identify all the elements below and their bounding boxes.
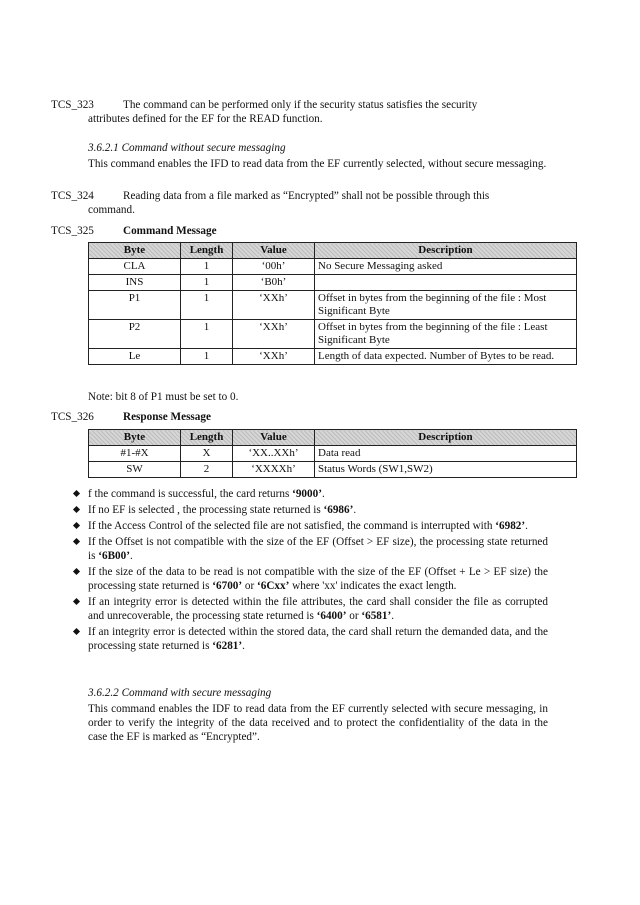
- bullet-text: If an integrity error is detected within the file attributes, the card shall consider the file as corrupted and unrecoverable, the processing state returned is: [88, 596, 548, 622]
- bullet-text: If the size of the data to be read is not compatible with the size of the EF (Offset + Le > EF size) the processing state returned is: [88, 566, 548, 592]
- status-code: ‘9000’: [292, 488, 322, 500]
- list-item: [88, 565, 548, 593]
- status-code: ‘6700’: [212, 580, 243, 592]
- cell-value: ‘B0h’: [233, 275, 315, 291]
- cell-byte: SW: [89, 462, 181, 478]
- cell-description: Length of data expected. Number of Bytes to be read.: [315, 349, 577, 365]
- diamond-bullet-icon: [73, 598, 80, 605]
- section-heading-3622: 3.6.2.2 Command with secure messaging: [88, 687, 272, 699]
- cell-description: No Secure Messaging asked: [315, 259, 577, 275]
- section-body-3621: This command enables the IFD to read data from the EF currently selected, without secure messaging.: [88, 158, 547, 170]
- cell-byte: CLA: [89, 259, 181, 275]
- table-row: [89, 349, 577, 365]
- cell-value: ‘00h’: [233, 259, 315, 275]
- header-value: Value: [233, 430, 315, 446]
- bullet-text: .: [129, 550, 133, 562]
- table-row: [89, 446, 577, 462]
- status-code: ‘6281’: [212, 640, 243, 652]
- bullet-text: If an integrity error is detected within the stored data, the card shall return the demanded data, and the processing state returned is: [88, 626, 548, 652]
- status-code: ‘6B00’: [98, 550, 130, 562]
- diamond-bullet-icon: [73, 628, 80, 635]
- requirement-text-line1: The command can be performed only if the security status satisfies the security: [123, 99, 478, 111]
- header-byte: Byte: [89, 243, 181, 259]
- cell-byte: P2: [89, 320, 181, 349]
- list-item: [88, 519, 548, 533]
- requirement-tcs-324: [51, 189, 547, 217]
- requirement-id: TCS_325: [51, 225, 94, 237]
- bullet-text: f the command is successful, the card returns: [88, 488, 293, 500]
- cell-length: 1: [181, 349, 233, 365]
- header-length: Length: [181, 430, 233, 446]
- bullet-text: where 'xx' indicates the exact length.: [289, 580, 457, 592]
- requirement-title: Response Message: [123, 411, 211, 423]
- cell-description: Offset in bytes from the beginning of the file : Least Significant Byte: [315, 320, 577, 349]
- cell-description: [315, 275, 577, 291]
- list-item: [88, 595, 548, 623]
- diamond-bullet-icon: [73, 568, 80, 575]
- status-code: ‘6982’: [495, 520, 526, 532]
- cell-length: 2: [181, 462, 233, 478]
- header-value: Value: [233, 243, 315, 259]
- bullet-text: If the Offset is not compatible with the size of the EF (Offset > EF size), the processing state returned is: [88, 536, 548, 562]
- requirement-tcs-323: [51, 98, 547, 126]
- cell-value: ‘XX..XXh’: [233, 446, 315, 462]
- cell-value: ‘XXh’: [233, 291, 315, 320]
- requirement-tcs-326: [51, 410, 547, 424]
- command-message-table: [88, 242, 577, 365]
- requirement-text-line1: Reading data from a file marked as “Encrypted” shall not be possible through this: [123, 190, 490, 202]
- section-body-3622: This command enables the IDF to read data from the EF currently selected with secure messaging, in order to verify the integrity of the data received and to protect the confidentiality of the data in the case the EF is marked as “Encrypted”.: [88, 703, 548, 743]
- cell-byte: #1-#X: [89, 446, 181, 462]
- bullet-text: .: [242, 640, 245, 652]
- diamond-bullet-icon: [73, 506, 80, 513]
- list-item: [88, 503, 548, 517]
- cell-value: ‘XXh’: [233, 349, 315, 365]
- bullet-text: .: [353, 504, 357, 516]
- table-header-row: [89, 430, 577, 446]
- cell-byte: Le: [89, 349, 181, 365]
- requirement-text-line2: command.: [88, 204, 135, 216]
- bullet-text: If the Access Control of the selected file are not satisfied, the command is interrupted with: [88, 520, 496, 532]
- cell-description: Offset in bytes from the beginning of the file : Most Significant Byte: [315, 291, 577, 320]
- requirement-text-line2: attributes defined for the EF for the READ function.: [88, 113, 323, 125]
- cell-byte: P1: [89, 291, 181, 320]
- diamond-bullet-icon: [73, 522, 80, 529]
- cell-length: X: [181, 446, 233, 462]
- bullet-text: .: [321, 488, 325, 500]
- cell-length: 1: [181, 275, 233, 291]
- bullet-text: .: [525, 520, 528, 532]
- requirement-id: TCS_324: [51, 190, 94, 202]
- requirement-tcs-325: [51, 224, 547, 238]
- header-description: Description: [315, 243, 577, 259]
- status-code: ‘6Cxx’: [257, 580, 290, 592]
- list-item: [88, 625, 548, 653]
- cell-description: Status Words (SW1,SW2): [315, 462, 577, 478]
- table-row: [89, 259, 577, 275]
- table-header-row: [89, 243, 577, 259]
- note-text: Note: bit 8 of P1 must be set to 0.: [88, 391, 239, 403]
- cell-length: 1: [181, 291, 233, 320]
- header-description: Description: [315, 430, 577, 446]
- status-bullet-list: [88, 487, 548, 655]
- bullet-text: or: [346, 610, 362, 622]
- requirement-id: TCS_323: [51, 99, 94, 111]
- requirement-id: TCS_326: [51, 411, 94, 423]
- cell-description: Data read: [315, 446, 577, 462]
- bullet-text: or: [242, 580, 258, 592]
- list-item: [88, 535, 548, 563]
- status-code: ‘6986’: [323, 504, 354, 516]
- cell-length: 1: [181, 320, 233, 349]
- cell-length: 1: [181, 259, 233, 275]
- table-row: [89, 275, 577, 291]
- table-row: [89, 320, 577, 349]
- diamond-bullet-icon: [73, 490, 80, 497]
- table-row: [89, 291, 577, 320]
- header-byte: Byte: [89, 430, 181, 446]
- requirement-title: Command Message: [123, 225, 217, 237]
- cell-byte: INS: [89, 275, 181, 291]
- status-code: ‘6400’: [316, 610, 347, 622]
- section-heading-3621: 3.6.2.1 Command without secure messaging: [88, 142, 286, 154]
- status-code: ‘6581’: [361, 610, 392, 622]
- table-row: [89, 462, 577, 478]
- cell-value: ‘XXh’: [233, 320, 315, 349]
- bullet-text: .: [391, 610, 395, 622]
- cell-value: ‘XXXXh’: [233, 462, 315, 478]
- response-message-table: [88, 429, 577, 478]
- diamond-bullet-icon: [73, 538, 80, 545]
- header-length: Length: [181, 243, 233, 259]
- list-item: [88, 487, 548, 501]
- bullet-text: If no EF is selected , the processing state returned is: [88, 504, 324, 516]
